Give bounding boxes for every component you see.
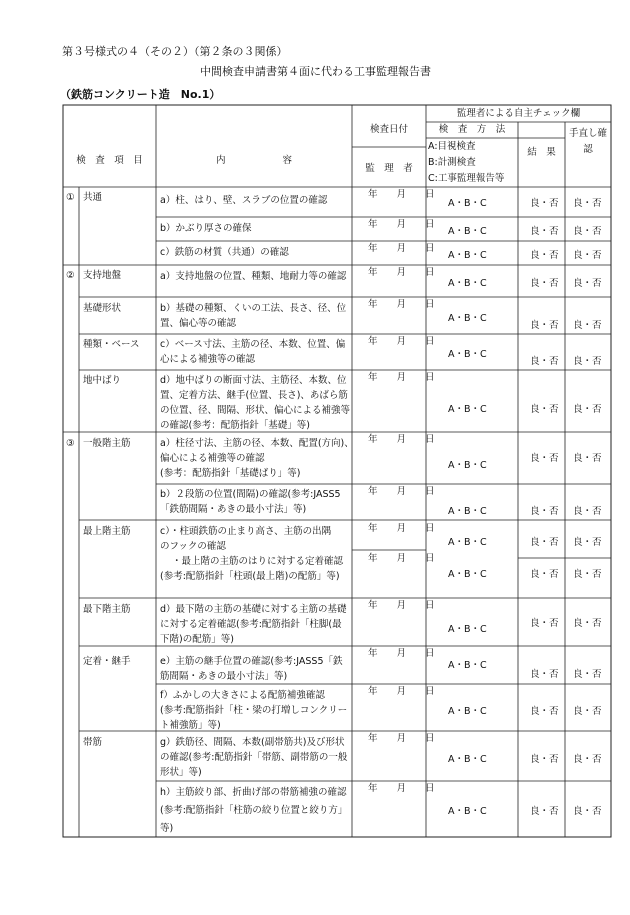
method-choice[interactable]: A・B・C <box>448 706 487 717</box>
result-choice[interactable]: 良・否 <box>530 250 559 261</box>
recheck-choice[interactable]: 良・否 <box>573 618 602 629</box>
col-result: 結 果 <box>527 147 556 158</box>
recheck-choice[interactable]: 良・否 <box>573 669 602 680</box>
s3-c-content-line3: ・最上階の主筋のはりに対する定着確認 <box>172 556 344 567</box>
s3-c-content-line2: のフックの確認 <box>160 541 226 552</box>
date-cell[interactable]: 年 月 日 <box>368 189 435 200</box>
col-inspect-date: 検査日付 <box>369 124 408 135</box>
date-cell[interactable]: 年 月 日 <box>368 434 435 445</box>
page-title: 中間検査申請書第４面に代わる工事監理報告書 <box>200 65 431 78</box>
s3-d-content-line2: に対する定着確認(参考:配筋指針「柱脚(最 <box>160 619 342 630</box>
s3-d-name: 最下階主筋 <box>83 604 131 615</box>
date-cell[interactable]: 年 月 日 <box>368 267 435 278</box>
section-3-name: 一般階主筋 <box>83 438 131 449</box>
recheck-choice[interactable]: 良・否 <box>573 537 602 548</box>
section-1-number: ① <box>66 192 75 203</box>
result-choice[interactable]: 良・否 <box>530 706 559 717</box>
section-1-name: 共通 <box>83 192 103 203</box>
recheck-choice[interactable]: 良・否 <box>573 754 602 765</box>
method-choice[interactable]: A・B・C <box>448 250 487 261</box>
col-inspect-item: 検 査 項 目 <box>76 155 143 166</box>
recheck-choice[interactable]: 良・否 <box>573 506 602 517</box>
recheck-choice[interactable]: 良・否 <box>573 356 602 367</box>
s3-h-content-line1: h）主筋絞り部、折曲げ部の帯筋補強の確認 <box>160 787 347 798</box>
s2-d-content-line2: 置、定着方法、継手(位置、長さ)、あばら筋 <box>160 390 348 401</box>
date-cell[interactable]: 年 月 日 <box>368 336 435 347</box>
result-choice[interactable]: 良・否 <box>530 453 559 464</box>
result-choice[interactable]: 良・否 <box>530 618 559 629</box>
section-2-name: 支持地盤 <box>83 270 122 281</box>
method-c: C:工事監理報告等 <box>428 173 505 184</box>
s3-a-content-line1: a）柱径寸法、主筋の径、本数、配置(方向)、 <box>160 438 354 449</box>
method-choice[interactable]: A・B・C <box>448 460 487 471</box>
s2-d-content-line1: d）地中ばりの断面寸法、主筋径、本数、位 <box>160 375 347 386</box>
structure-subtitle: （鉄筋コンクリート造 No.1） <box>60 88 221 101</box>
s3-b-content-line1: b）２段筋の位置(間隔)の確認(参考:JASS5 <box>160 489 341 500</box>
method-choice[interactable]: A・B・C <box>448 349 487 360</box>
result-choice[interactable]: 良・否 <box>530 569 559 580</box>
result-choice[interactable]: 良・否 <box>530 356 559 367</box>
result-choice[interactable]: 良・否 <box>530 669 559 680</box>
method-choice[interactable]: A・B・C <box>448 226 487 237</box>
col-supervisor: 監 理 者 <box>365 163 413 174</box>
date-cell[interactable]: 年 月 日 <box>368 600 435 611</box>
result-choice[interactable]: 良・否 <box>530 404 559 415</box>
recheck-choice[interactable]: 良・否 <box>573 404 602 415</box>
method-choice[interactable]: A・B・C <box>448 569 487 580</box>
recheck-choice[interactable]: 良・否 <box>573 569 602 580</box>
method-choice[interactable]: A・B・C <box>448 806 487 817</box>
method-b: B:計測検査 <box>428 157 476 168</box>
col-method: 検 査 方 法 <box>438 124 506 135</box>
s3-g-content-line2: の確認(参考:配筋指針「帯筋、副帯筋の一般 <box>160 752 348 763</box>
result-choice[interactable]: 良・否 <box>530 806 559 817</box>
s2-d-content-line4: の確認(参考：配筋指針「基礎」等) <box>160 420 310 431</box>
s3-g-content-line1: g）鉄筋径、間隔、本数(副帯筋共)及び形状 <box>160 737 345 748</box>
date-cell[interactable]: 年 月 日 <box>368 686 435 697</box>
s3-g-content-line3: 形状」等) <box>160 767 202 778</box>
s2-b-content-line2: 置、偏心等の確認 <box>160 318 237 329</box>
recheck-choice[interactable]: 良・否 <box>573 250 602 261</box>
method-choice[interactable]: A・B・C <box>448 506 487 517</box>
s3-d-content-line1: d）最下階の主筋の基礎に対する主筋の基礎 <box>160 604 347 615</box>
s3-d-content-line3: 下階)の配筋」等) <box>160 634 234 645</box>
recheck-choice[interactable]: 良・否 <box>573 198 602 209</box>
s2-c-name: 種類・ベース <box>83 339 140 350</box>
col-content: 内 容 <box>215 155 292 166</box>
s1-c-content: c）鉄筋の材質（共通）の確認 <box>160 247 289 258</box>
s2-b-name: 基礎形状 <box>83 303 122 314</box>
date-cell[interactable]: 年 月 日 <box>368 299 435 310</box>
result-choice[interactable]: 良・否 <box>530 537 559 548</box>
date-cell[interactable]: 年 月 日 <box>368 783 435 794</box>
date-cell[interactable]: 年 月 日 <box>368 243 435 254</box>
s3-f-content-line2: (参考:配筋指針「柱・梁の打増しコンクリー <box>160 705 348 716</box>
date-cell[interactable]: 年 月 日 <box>368 648 435 659</box>
s2-c-content-line2: 心による補強等の確認 <box>160 354 256 365</box>
s2-d-content-line3: の位置、径、間隔、形状、偏心による補強等 <box>160 405 351 416</box>
date-cell[interactable]: 年 月 日 <box>368 733 435 744</box>
s2-d-name: 地中ばり <box>83 375 122 386</box>
s1-a-content: a）柱、はり、壁、スラブの位置の確認 <box>160 195 328 206</box>
result-choice[interactable]: 良・否 <box>530 320 559 331</box>
result-choice[interactable]: 良・否 <box>530 754 559 765</box>
s2-a-content: a）支持地盤の位置、種類、地耐力等の確認 <box>160 271 347 282</box>
s3-c-content-line1: c）・柱頭鉄筋の止まり高さ、主筋の出隅 <box>160 526 332 537</box>
date-cell[interactable]: 年 月 日 <box>368 523 435 534</box>
date-cell[interactable]: 年 月 日 <box>368 372 435 383</box>
method-choice[interactable]: A・B・C <box>448 754 487 765</box>
s3-e-name: 定着・継手 <box>83 656 131 667</box>
recheck-choice[interactable]: 良・否 <box>573 278 602 289</box>
method-choice[interactable]: A・B・C <box>448 313 487 324</box>
section-3-number: ③ <box>66 438 75 449</box>
s3-f-content-line1: f）ふかしの大きさによる配筋補強確認 <box>160 690 325 701</box>
date-cell[interactable]: 年 月 日 <box>368 486 435 497</box>
s3-h-content-line3: 等) <box>160 823 174 834</box>
s2-b-content-line1: b）基礎の種類、くいの工法、長さ、径、位 <box>160 303 347 314</box>
col-self-check: 監理者による自主チェック欄 <box>456 108 581 119</box>
method-choice[interactable]: A・B・C <box>448 537 487 548</box>
s1-b-content: b）かぶり厚さの確保 <box>160 223 252 234</box>
method-choice[interactable]: A・B・C <box>448 660 487 671</box>
date-cell[interactable]: 年 月 日 <box>368 553 435 564</box>
method-choice[interactable]: A・B・C <box>448 198 487 209</box>
result-choice[interactable]: 良・否 <box>530 198 559 209</box>
recheck-choice[interactable]: 良・否 <box>573 226 602 237</box>
s3-e-content-line2: 筋間隔・あきの最小寸法」等) <box>160 671 288 682</box>
s3-c-name: 最上階主筋 <box>83 526 131 537</box>
method-a: A:目視検査 <box>428 141 476 152</box>
s3-a-content-line3: (参考：配筋指針「基礎ばり」等) <box>160 468 301 479</box>
s3-f-content-line3: ト補強筋」等) <box>160 720 221 731</box>
s3-b-content-line2: 「鉄筋間隔・あきの最小寸法」等) <box>160 504 307 515</box>
s3-a-content-line2: 偏心による補強等の確認 <box>160 453 265 464</box>
col-recheck: 手直し確 認 <box>568 128 607 155</box>
result-choice[interactable]: 良・否 <box>530 278 559 289</box>
result-choice[interactable]: 良・否 <box>530 226 559 237</box>
s3-g-name: 帯筋 <box>83 737 103 748</box>
method-choice[interactable]: A・B・C <box>448 404 487 415</box>
method-choice[interactable]: A・B・C <box>448 278 487 289</box>
recheck-choice[interactable]: 良・否 <box>573 706 602 717</box>
method-choice[interactable]: A・B・C <box>448 624 487 635</box>
form-number: 第３号様式の４（その２）（第２条の３関係） <box>62 45 288 58</box>
s3-h-content-line2: (参考:配筋指針「柱筋の絞り位置と絞り方」 <box>160 805 348 816</box>
result-choice[interactable]: 良・否 <box>530 506 559 517</box>
date-cell[interactable]: 年 月 日 <box>368 219 435 230</box>
s3-c-content-line4: (参考:配筋指針「柱頭(最上階)の配筋」等) <box>160 571 340 582</box>
recheck-choice[interactable]: 良・否 <box>573 453 602 464</box>
s3-e-content-line1: e）主筋の継手位置の確認(参考:JASS5「鉄 <box>160 656 343 667</box>
s2-c-content-line1: c）ベース寸法、主筋の径、本数、位置、偏 <box>160 339 346 350</box>
section-2-number: ② <box>66 270 75 281</box>
recheck-choice[interactable]: 良・否 <box>573 320 602 331</box>
recheck-choice[interactable]: 良・否 <box>573 806 602 817</box>
